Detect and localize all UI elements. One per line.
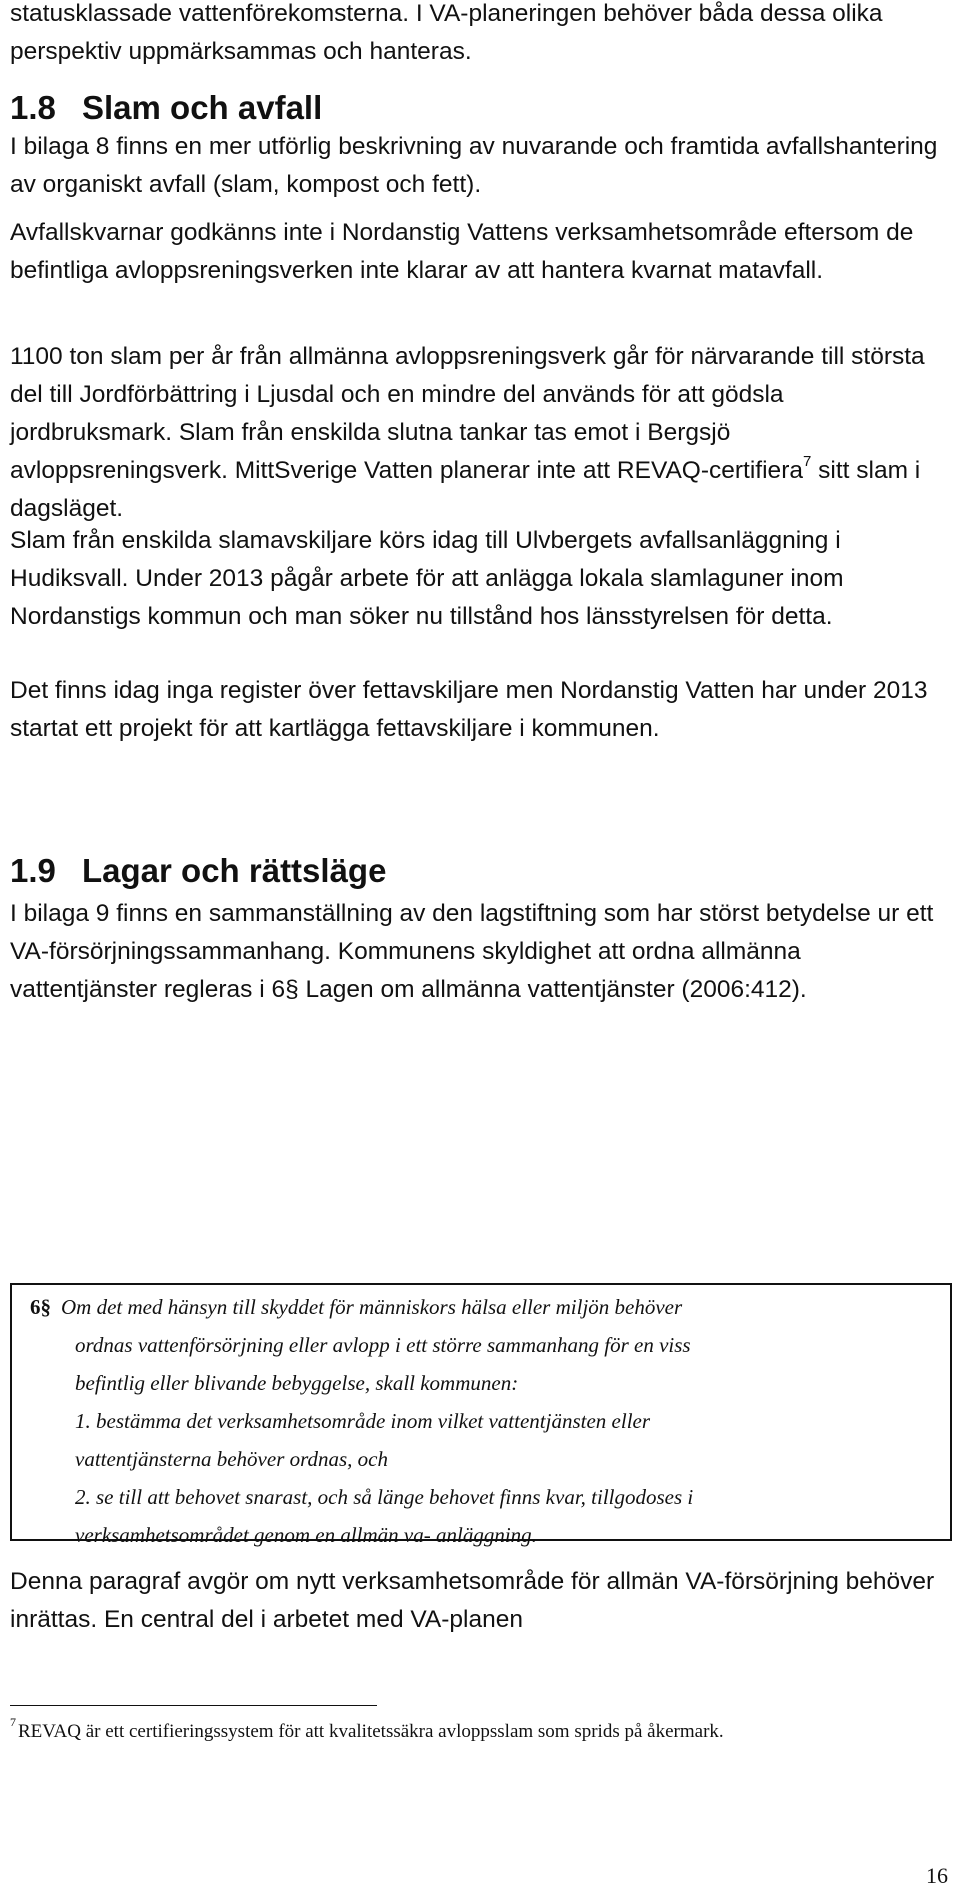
paragraph-slam-volume	[10, 338, 950, 528]
quote-line: befintlig eller blivande bebyggelse, skall kommunen:	[75, 1371, 519, 1395]
quote-line: vattentjänsterna behöver ordnas, och	[75, 1447, 389, 1471]
footnote-reference: 7	[802, 452, 812, 470]
section-heading-1-9	[10, 851, 386, 891]
section-number: 1.9	[10, 852, 56, 889]
section-title: Lagar och rättsläge	[82, 852, 387, 889]
paragraph-text: 1100 ton slam per år från allmänna avloppsreningsverk går för närvarande till största del till Jordförbättring i Ljusdal och en mindre del används för att gödsla jordbruksmark. Slam från enskilda slutna tankar tas emot i Bergsjö avloppsreningsverk. MittSverige Vatten planerar inte att REVAQ-certifiera	[10, 343, 925, 484]
quote-line: 2. se till att behovet snarast, och så länge behovet finns kvar, tillgodoses i	[75, 1485, 694, 1509]
page-number: 16	[926, 1863, 948, 1888]
paragraph-bilaga-9: I bilaga 9 finns en sammanställning av den lagstiftning som har störst betydelse ur ett VA-försörjningssammanhang. Kommunens skyldighet att ordna allmänna vattentjänster regleras i 6§ Lagen om allmänna vattentjänster (2006:412).	[10, 900, 934, 1003]
paragraph-avfallskvarnar: Avfallskvarnar godkänns inte i Nordanstig Vattens verksamhetsområde eftersom de befintliga avloppsreningsverken inte klarar av att hantera kvarnat matavfall.	[10, 219, 914, 284]
quote-line: verksamhetsområdet genom en allmän va- anläggning.	[75, 1523, 537, 1547]
footnote-text: REVAQ är ett certifieringssystem för att kvalitetssäkra avloppsslam som sprids på åkermark.	[18, 1721, 724, 1742]
quote-line: ordnas vattenförsörjning eller avlopp i ett större sammanhang för en viss	[75, 1333, 691, 1357]
footnote-divider	[10, 1705, 377, 1706]
section-number: 1.8	[10, 89, 56, 126]
paragraph-fettavskiljare: Det finns idag inga register över fettavskiljare men Nordanstig Vatten har under 2013 startat ett projekt för att kartlägga fettavskiljare i kommunen.	[10, 677, 928, 742]
law-quote-box	[10, 1283, 952, 1547]
paragraph-bilaga-8: I bilaga 8 finns en mer utförlig beskrivning av nuvarande och framtida avfallshantering av organiskt avfall (slam, kompost och fett).	[10, 133, 938, 198]
paragraph-slamavskiljare: Slam från enskilda slamavskiljare körs idag till Ulvbergets avfallsanläggning i Hudiksvall. Under 2013 pågår arbete för att anlägga lokala slamlaguner inom Nordanstigs kommun och man söker nu tillstånd hos länsstyrelsen för detta.	[10, 527, 844, 630]
section-title: Slam och avfall	[82, 89, 323, 126]
paragraph-denna-paragraf: Denna paragraf avgör om nytt verksamhetsområde för allmän VA-försörjning behöver inrättas. En central del i arbetet med VA-planen	[10, 1568, 935, 1633]
footnote-marker: 7	[10, 1714, 16, 1729]
footnote	[10, 1714, 910, 1746]
quote-text: Om det med hänsyn till skyddet för människors hälsa eller miljön behöver	[61, 1295, 683, 1319]
quote-line	[30, 1288, 932, 1326]
paragraph-text-end: sitt slam i dagsläget.	[10, 457, 921, 522]
intro-paragraph: statusklassade vattenförekomsterna. I VA-planeringen behöver båda dessa olika perspektiv uppmärksammas och hanteras.	[10, 0, 883, 65]
quote-line: 1. bestämma det verksamhetsområde inom vilket vattentjänsten eller	[75, 1409, 651, 1433]
section-heading-1-8	[10, 88, 322, 128]
section-sign: 6§	[30, 1295, 51, 1319]
